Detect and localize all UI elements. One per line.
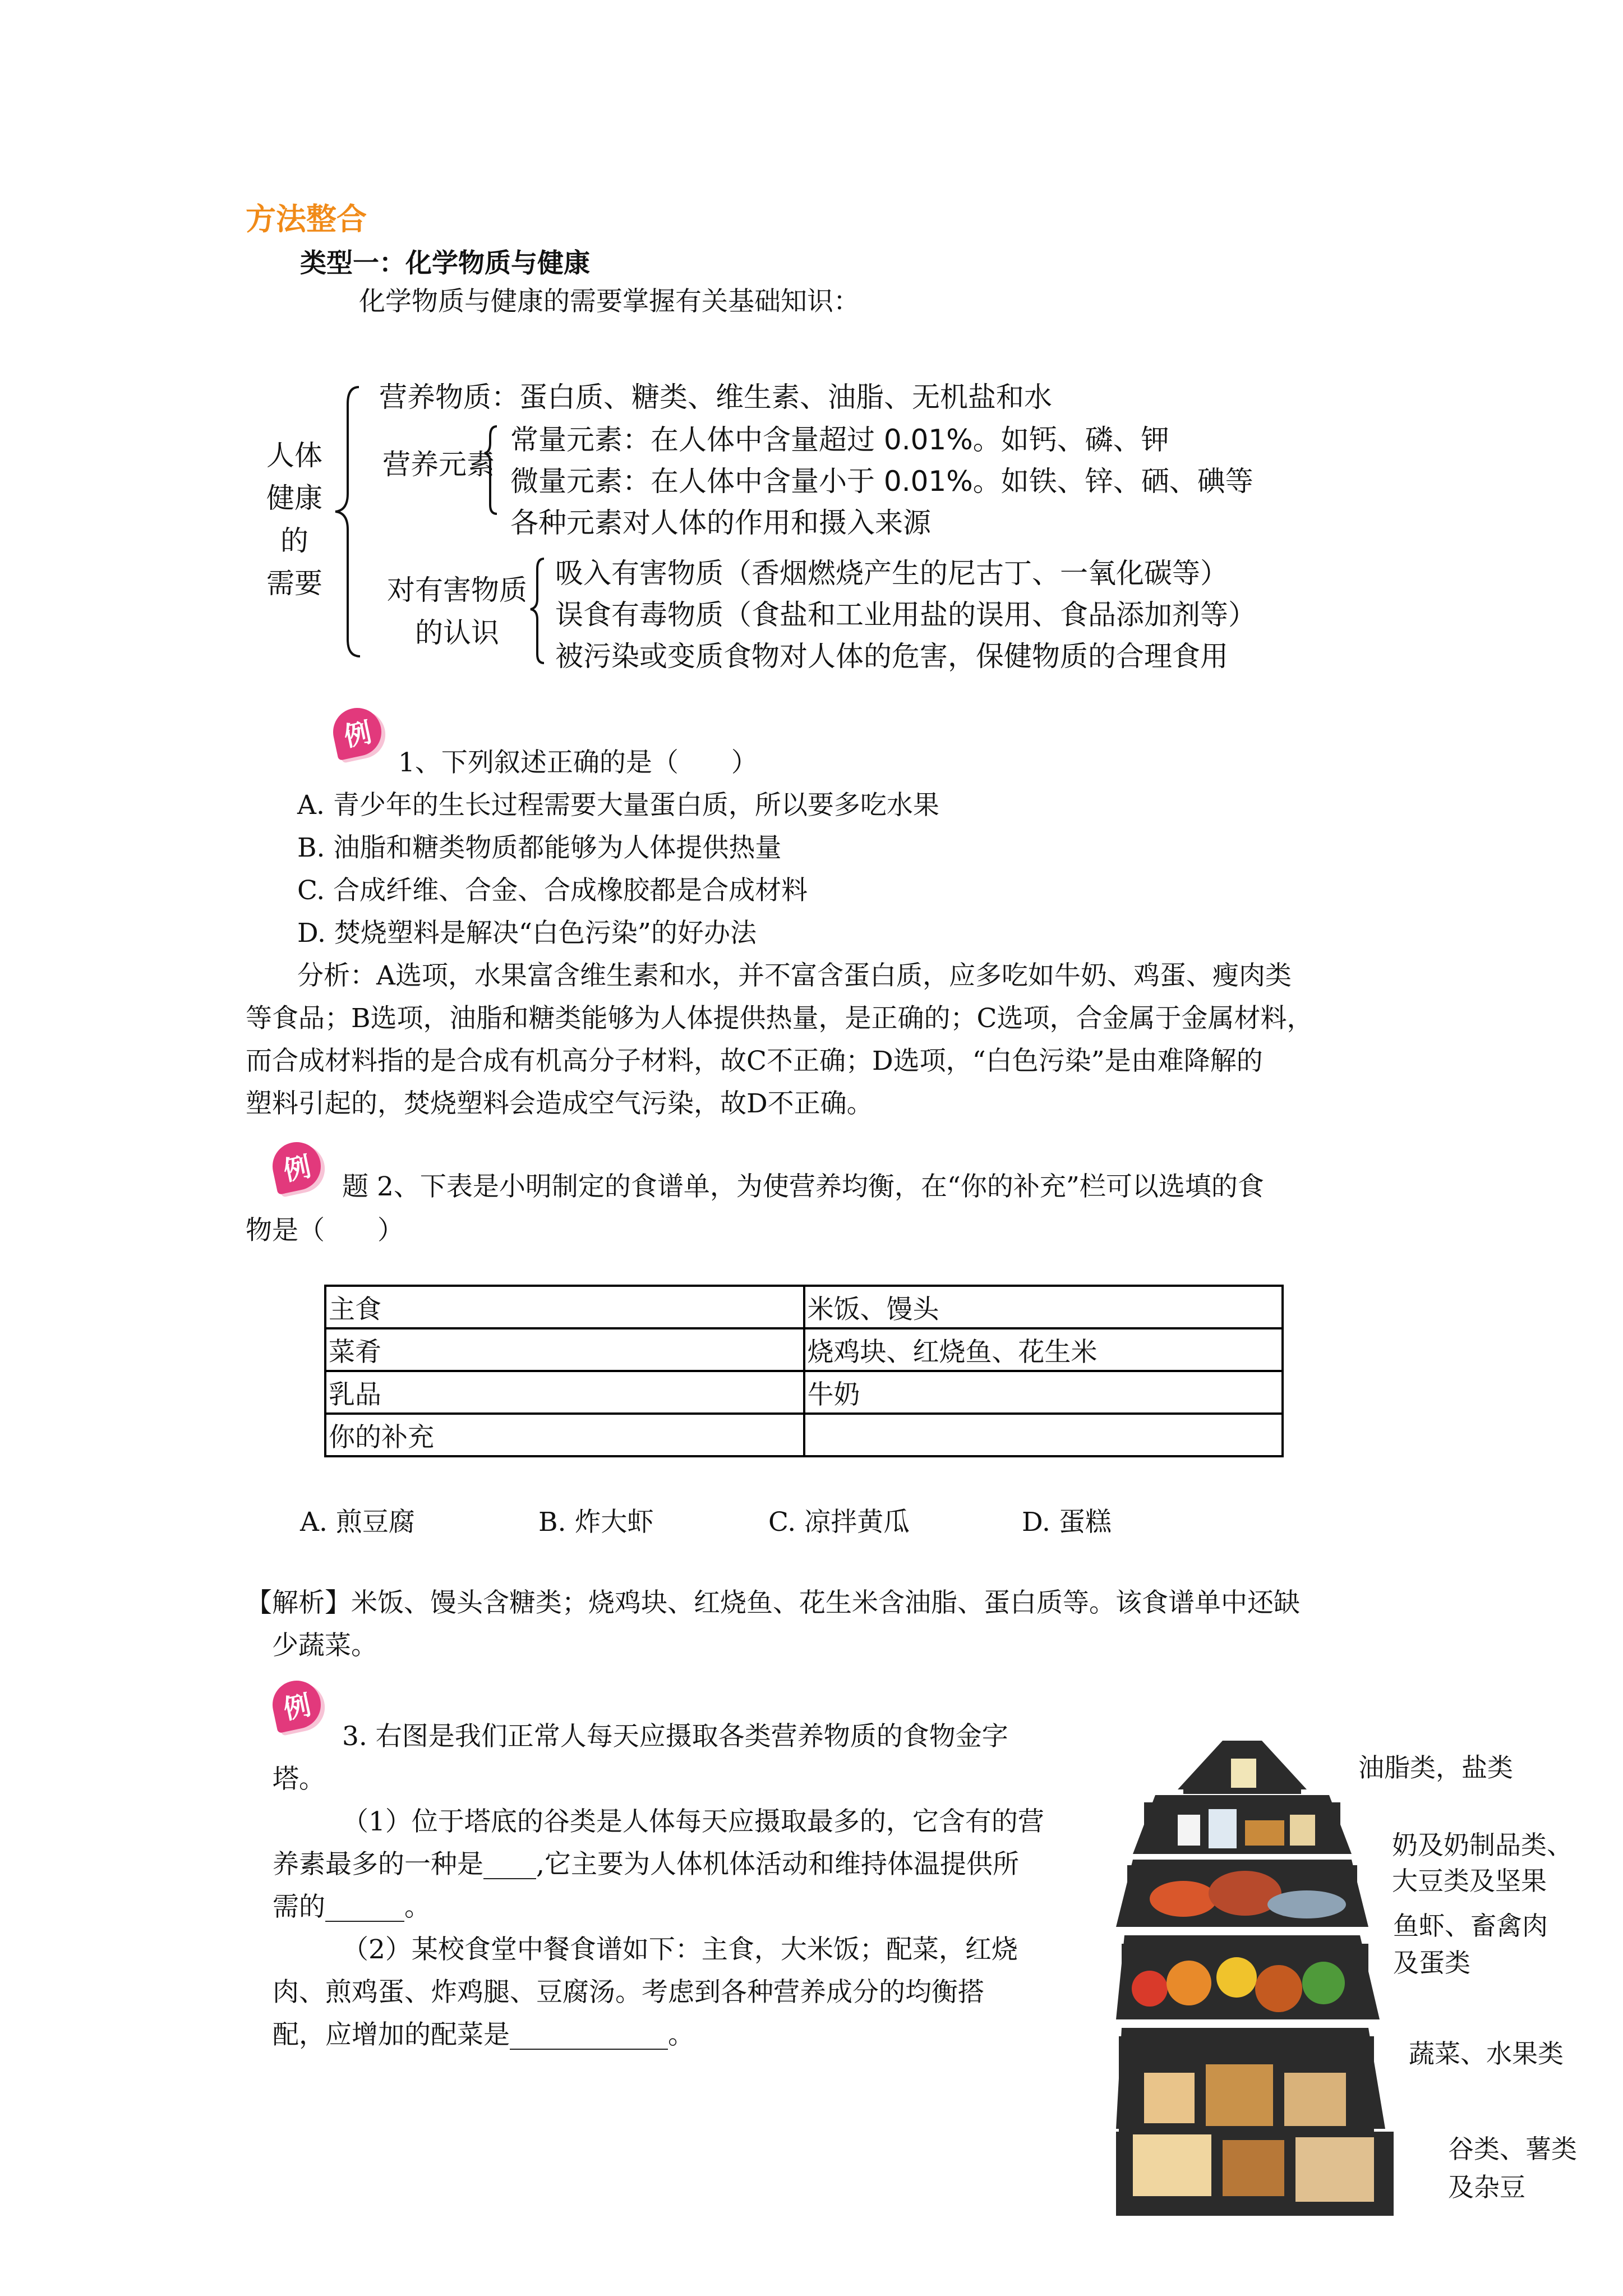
diagram-root — [264, 434, 325, 605]
q2-option: D. 蛋糕 — [1022, 1507, 1112, 1538]
q1-analysis-line: 塑料引起的，焚烧塑料会造成空气污染，故D不正确。 — [246, 1088, 873, 1119]
q1-option: B. 油脂和糖类物质都能够为人体提供热量 — [297, 832, 782, 863]
section-title: 方法整合 — [246, 201, 367, 237]
q3-line: 养素最多的一种是____,它主要为人体机体活动和维持体温提供所 — [273, 1849, 1019, 1880]
table-cell: 烧鸡块、红烧鱼、花生米 — [804, 1328, 1283, 1371]
intro-text: 化学物质与健康的需要掌握有关基础知识： — [359, 286, 860, 317]
diagram-harmful-label-line: 对有害物质 — [387, 574, 527, 606]
q1-option: D. 焚烧塑料是解决“白色污染”的好办法 — [297, 918, 757, 949]
q1-analysis-line: 等食品；B选项，油脂和糖类能够为人体提供热量，是正确的；C选项，合金属于金属材料， — [246, 1003, 1313, 1034]
q2-option: A. 煎豆腐 — [300, 1507, 415, 1538]
diagram-element-item: 微量元素：在人体中含量小于 0.01%。如铁、锌、硒、碘等 — [510, 465, 1253, 498]
example-badge: 例 — [329, 703, 386, 761]
diagram-elements-label: 营养元素 — [382, 448, 495, 481]
pyramid-label: 大豆类及坚果 — [1392, 1866, 1547, 1896]
diagram-harmful-item: 被污染或变质食物对人体的危害，保健物质的合理食用 — [555, 640, 1228, 673]
diagram-brace-harmful — [527, 555, 550, 668]
q1-option: A. 青少年的生长过程需要大量蛋白质，所以要多吃水果 — [297, 790, 939, 821]
table-row — [325, 1286, 1283, 1328]
q2-stem: 题 2、下表是小明制定的食谱单，为使营养均衡，在“你的补充”栏可以选填的食 — [342, 1171, 1264, 1202]
q3-line: 配，应增加的配菜是____________。 — [273, 2019, 694, 2050]
q2-option: C. 凉拌黄瓜 — [768, 1507, 910, 1538]
menu-table — [324, 1285, 1284, 1457]
q2-analysis: 少蔬菜。 — [272, 1630, 377, 1661]
table-cell: 菜肴 — [325, 1328, 804, 1371]
type-heading: 类型一：化学物质与健康 — [300, 248, 590, 279]
diagram-nutrients: 营养物质：蛋白质、糖类、维生素、油脂、无机盐和水 — [379, 381, 1052, 413]
q2-option: B. 炸大虾 — [538, 1507, 654, 1538]
diagram-harmful-label-line: 的认识 — [415, 616, 499, 649]
example-badge: 例 — [268, 1676, 325, 1733]
pyramid-label: 蔬菜、水果类 — [1409, 2039, 1564, 2069]
table-row — [325, 1414, 1283, 1456]
q1-analysis-line: 而合成材料指的是合成有机高分子材料，故C不正确；D选项，“白色污染”是由难降解的 — [246, 1046, 1263, 1076]
table-row — [325, 1371, 1283, 1414]
diagram-harmful-item: 吸入有害物质（香烟燃烧产生的尼古丁、一氧化碳等） — [555, 557, 1228, 590]
diagram-root-line: 健康 — [266, 482, 322, 514]
table-cell — [804, 1414, 1283, 1456]
pyramid-label: 鱼虾、畜禽肉 — [1393, 1911, 1548, 1941]
pyramid-label: 及蛋类 — [1393, 1948, 1470, 1978]
table-cell: 牛奶 — [804, 1371, 1283, 1414]
table-cell: 主食 — [325, 1286, 804, 1328]
q2-stem: 物是（ ） — [246, 1215, 404, 1246]
table-row — [325, 1328, 1283, 1371]
q3-line: （2）某校食堂中餐食谱如下：主食，大米饭；配菜，红烧 — [342, 1934, 1018, 1965]
q3-line: 3. 右图是我们正常人每天应摄取各类营养物质的食物金字 — [342, 1721, 1008, 1752]
diagram-element-item: 各种元素对人体的作用和摄入来源 — [510, 507, 931, 539]
diagram-element-item: 常量元素：在人体中含量超过 0.01%。如钙、磷、钾 — [510, 424, 1169, 456]
table-cell: 乳品 — [325, 1371, 804, 1414]
diagram-harmful-label — [387, 569, 527, 654]
q3-line: 塔。 — [273, 1764, 325, 1795]
diagram-root-line: 需要 — [266, 567, 322, 600]
diagram-harmful-item: 误食有毒物质（食盐和工业用盐的误用、食品添加剂等） — [555, 599, 1256, 631]
diagram-root-line: 人体 — [266, 439, 322, 472]
pyramid-label: 谷类、薯类 — [1448, 2134, 1577, 2164]
q2-analysis: 【解析】米饭、馒头含糖类；烧鸡块、红烧鱼、花生米含油脂、蛋白质等。该食谱单中还缺 — [246, 1588, 1300, 1618]
diagram-root-line: 的 — [280, 524, 308, 557]
table-cell: 米饭、馒头 — [804, 1286, 1283, 1328]
q1-option: C. 合成纤维、合金、合成橡胶都是合成材料 — [297, 875, 808, 906]
food-pyramid — [1116, 1736, 1623, 2230]
q3-line: 肉、煎鸡蛋、炸鸡腿、豆腐汤。考虑到各种营养成分的均衡搭 — [273, 1977, 984, 2008]
example-badge: 例 — [268, 1138, 325, 1195]
q3-line: （1）位于塔底的谷类是人体每天应摄取最多的，它含有的营 — [342, 1806, 1044, 1837]
table-cell: 你的补充 — [325, 1414, 804, 1456]
q1-analysis-line: 分析：A选项，水果富含维生素和水，并不富含蛋白质，应多吃如牛奶、鸡蛋、瘦肉类 — [297, 960, 1292, 991]
q1-stem: 1、下列叙述正确的是（ ） — [398, 747, 758, 778]
pyramid-label: 及杂豆 — [1448, 2172, 1525, 2202]
pyramid-label: 油脂类，盐类 — [1358, 1752, 1513, 1783]
pyramid-label: 奶及奶制品类、 — [1392, 1830, 1573, 1860]
q3-line: 需的______。 — [273, 1892, 431, 1922]
